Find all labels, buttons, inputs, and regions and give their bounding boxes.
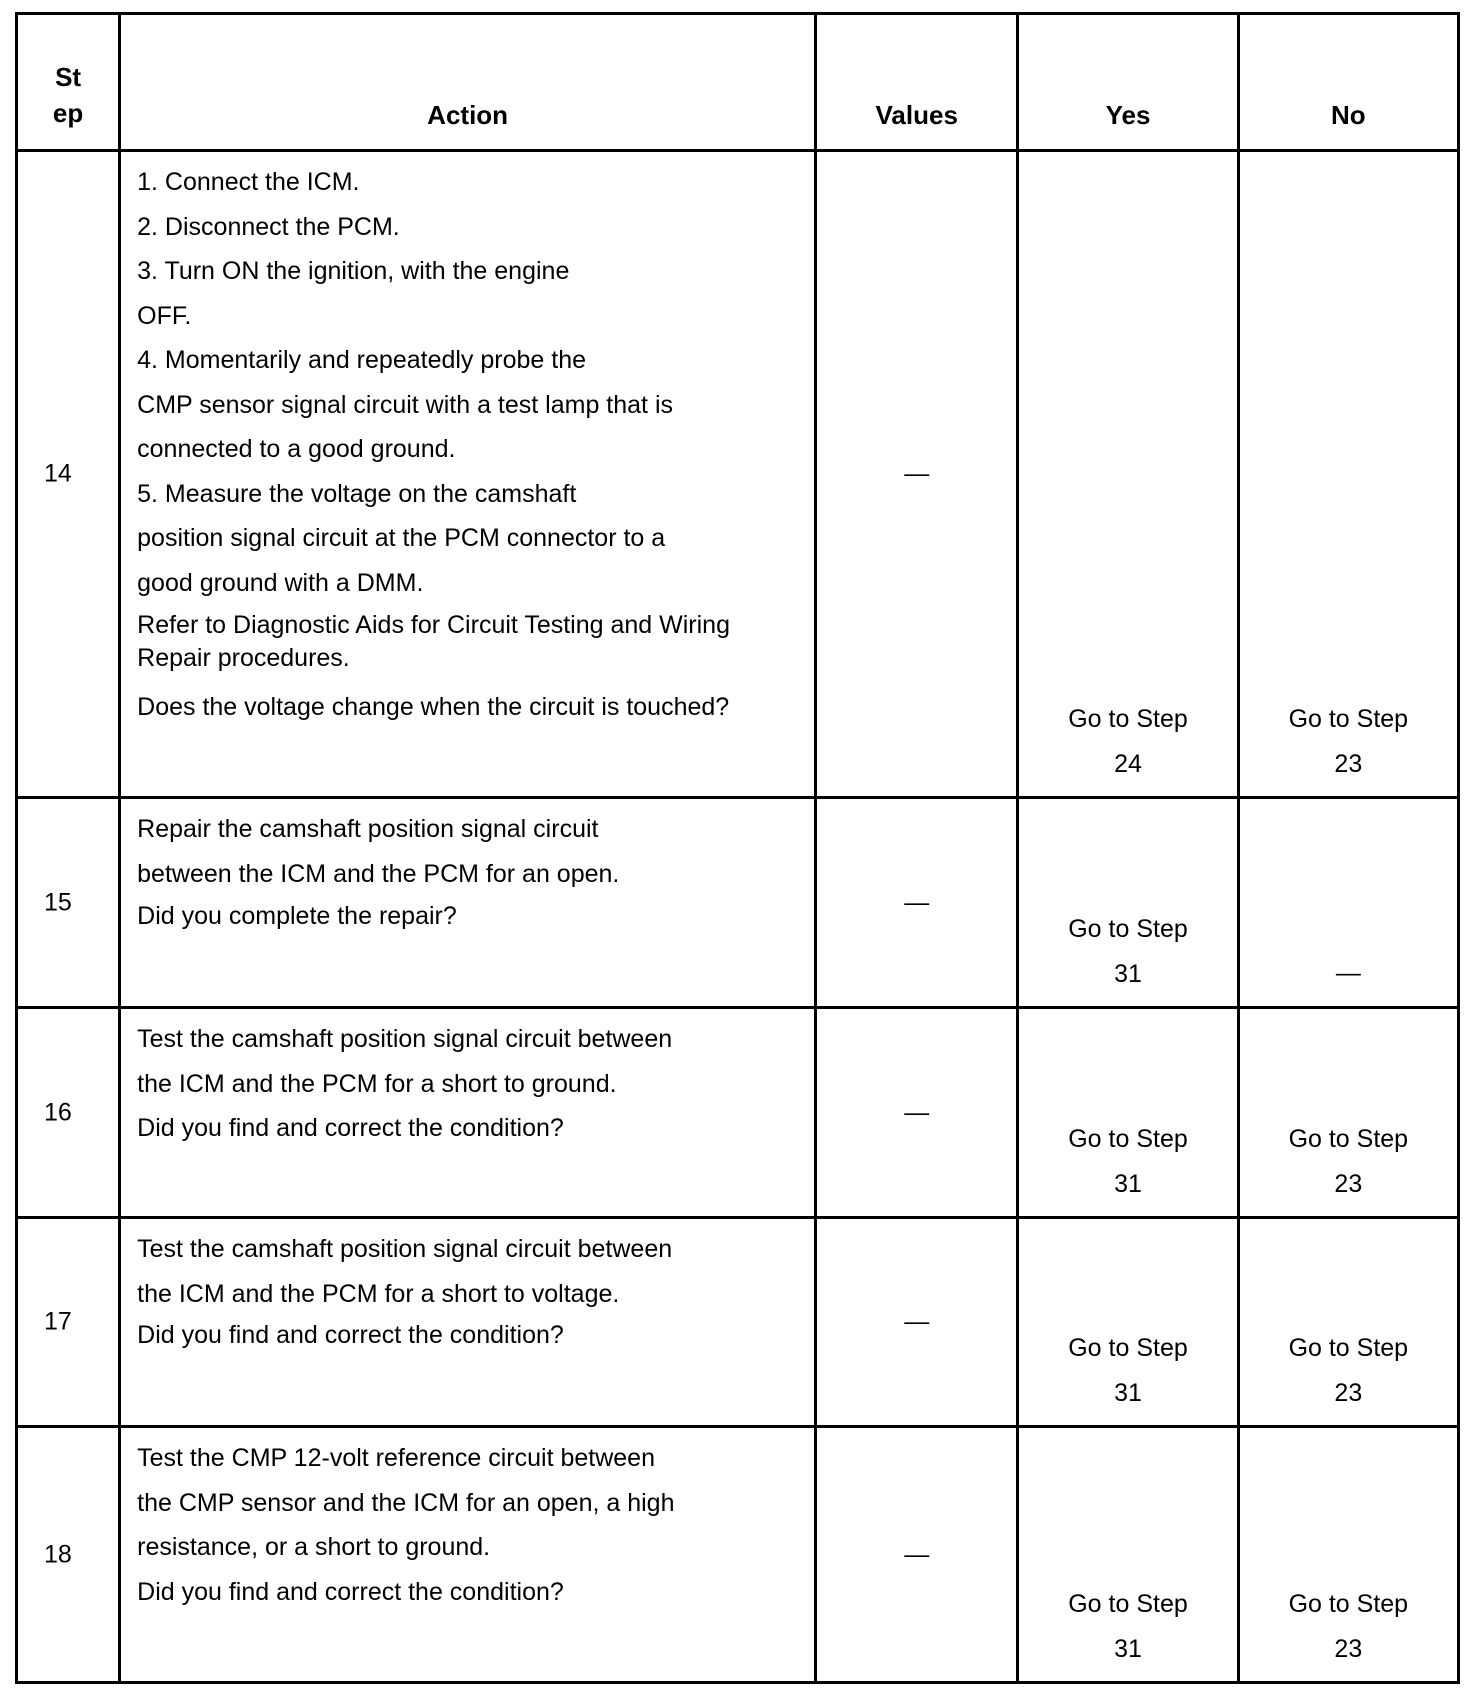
no-goto-step: 23 (1334, 749, 1363, 778)
yes-goto-step: 24 (1114, 749, 1142, 778)
action-line: position signal circuit at the PCM connector to a (137, 524, 666, 552)
action-line: 5. Measure the voltage on the camshaft (137, 479, 577, 508)
yes-goto-step: 31 (1114, 959, 1142, 988)
no-cell (1238, 1218, 1458, 1427)
action-cell (120, 1427, 816, 1683)
no-cell (1238, 151, 1458, 798)
step-cell (17, 1218, 120, 1427)
values-dash: — (904, 1098, 930, 1127)
action-line: the ICM and the PCM for a short to voltage. (137, 1279, 620, 1308)
action-line: connected to a good ground. (137, 435, 456, 463)
action-question: Did you find and correct the condition? (137, 1577, 564, 1606)
action-question: Did you find and correct the condition? (137, 1114, 564, 1143)
values-dash: — (904, 1540, 930, 1569)
action-question: Did you find and correct the condition? (137, 1321, 564, 1350)
step-number: 16 (44, 1098, 72, 1127)
values-cell (816, 1008, 1018, 1218)
step-number: 18 (44, 1540, 72, 1569)
action-line: 4. Momentarily and repeatedly probe the (137, 346, 587, 374)
no-cell (1238, 1008, 1458, 1218)
action-line: CMP sensor signal circuit with a test lamp that is (137, 390, 673, 419)
header-no: No (1238, 14, 1458, 151)
step-number: 15 (44, 888, 72, 917)
yes-cell (1018, 798, 1238, 1008)
step-number: 17 (44, 1307, 72, 1336)
header-values: Values (816, 14, 1018, 151)
no-dash: — (1335, 959, 1361, 988)
values-dash: — (904, 459, 930, 488)
yes-goto-text: Go to Step (1068, 1125, 1188, 1154)
yes-cell (1018, 1218, 1238, 1427)
action-cell (120, 1218, 816, 1427)
step-number: 14 (44, 459, 72, 488)
no-cell (1238, 798, 1458, 1008)
values-dash: — (904, 888, 930, 917)
no-goto-step: 23 (1334, 1378, 1363, 1407)
action-line: Test the camshaft position signal circuit between (137, 1025, 673, 1054)
no-cell (1238, 1427, 1458, 1683)
table-row (17, 798, 1459, 1008)
diagnostic-table (15, 12, 1460, 1684)
no-goto-text: Go to Step (1288, 1334, 1409, 1363)
action-question: Did you complete the repair? (137, 902, 457, 931)
table-row (17, 151, 1459, 798)
values-cell (816, 1218, 1018, 1427)
action-line: Test the camshaft position signal circuit between (137, 1235, 673, 1264)
header-action: Action (120, 14, 816, 151)
yes-cell (1018, 1427, 1238, 1683)
action-line: OFF. (137, 301, 192, 330)
table-row (17, 1008, 1459, 1218)
step-cell (17, 1008, 120, 1218)
no-goto-step: 23 (1334, 1634, 1363, 1663)
step-cell (17, 151, 120, 798)
action-cell (120, 151, 816, 798)
action-line: 3. Turn ON the ignition, with the engine (137, 257, 570, 285)
action-note: Refer to Diagnostic Aids for Circuit Testing and Wiring Repair procedures. (137, 611, 730, 672)
table-row (17, 1218, 1459, 1427)
step-cell (17, 798, 120, 1008)
header-row (17, 14, 1459, 151)
action-line: 2. Disconnect the PCM. (137, 212, 400, 241)
action-line: Test the CMP 12-volt reference circuit between (137, 1444, 655, 1473)
yes-goto-text: Go to Step (1068, 705, 1188, 734)
action-cell (120, 798, 816, 1008)
yes-goto-step: 31 (1114, 1634, 1142, 1663)
no-goto-step: 23 (1334, 1169, 1363, 1198)
action-line: the CMP sensor and the ICM for an open, a high (137, 1488, 675, 1517)
action-line: Repair the camshaft position signal circuit (137, 815, 599, 844)
header-step: St ep (17, 14, 120, 151)
action-question: Does the voltage change when the circuit is touched? (137, 693, 730, 721)
yes-goto-step: 31 (1114, 1169, 1142, 1198)
header-yes: Yes (1018, 14, 1238, 151)
action-line: the ICM and the PCM for a short to ground. (137, 1069, 617, 1098)
no-goto-text: Go to Step (1288, 705, 1409, 734)
action-line: resistance, or a short to ground. (137, 1533, 491, 1562)
values-dash: — (904, 1307, 930, 1336)
table-row (17, 1427, 1459, 1683)
no-goto-text: Go to Step (1288, 1125, 1409, 1154)
action-line: good ground with a DMM. (137, 568, 424, 597)
yes-goto-text: Go to Step (1068, 1334, 1188, 1363)
yes-cell (1018, 151, 1238, 798)
values-cell (816, 1427, 1018, 1683)
yes-goto-text: Go to Step (1068, 1590, 1188, 1618)
values-cell (816, 151, 1018, 798)
action-line: between the ICM and the PCM for an open. (137, 859, 620, 888)
yes-cell (1018, 1008, 1238, 1218)
yes-goto-text: Go to Step (1068, 915, 1188, 944)
no-goto-text: Go to Step (1288, 1590, 1409, 1618)
yes-goto-step: 31 (1114, 1378, 1142, 1407)
action-cell (120, 1008, 816, 1218)
values-cell (816, 798, 1018, 1008)
step-cell (17, 1427, 120, 1683)
action-line: 1. Connect the ICM. (137, 168, 360, 196)
